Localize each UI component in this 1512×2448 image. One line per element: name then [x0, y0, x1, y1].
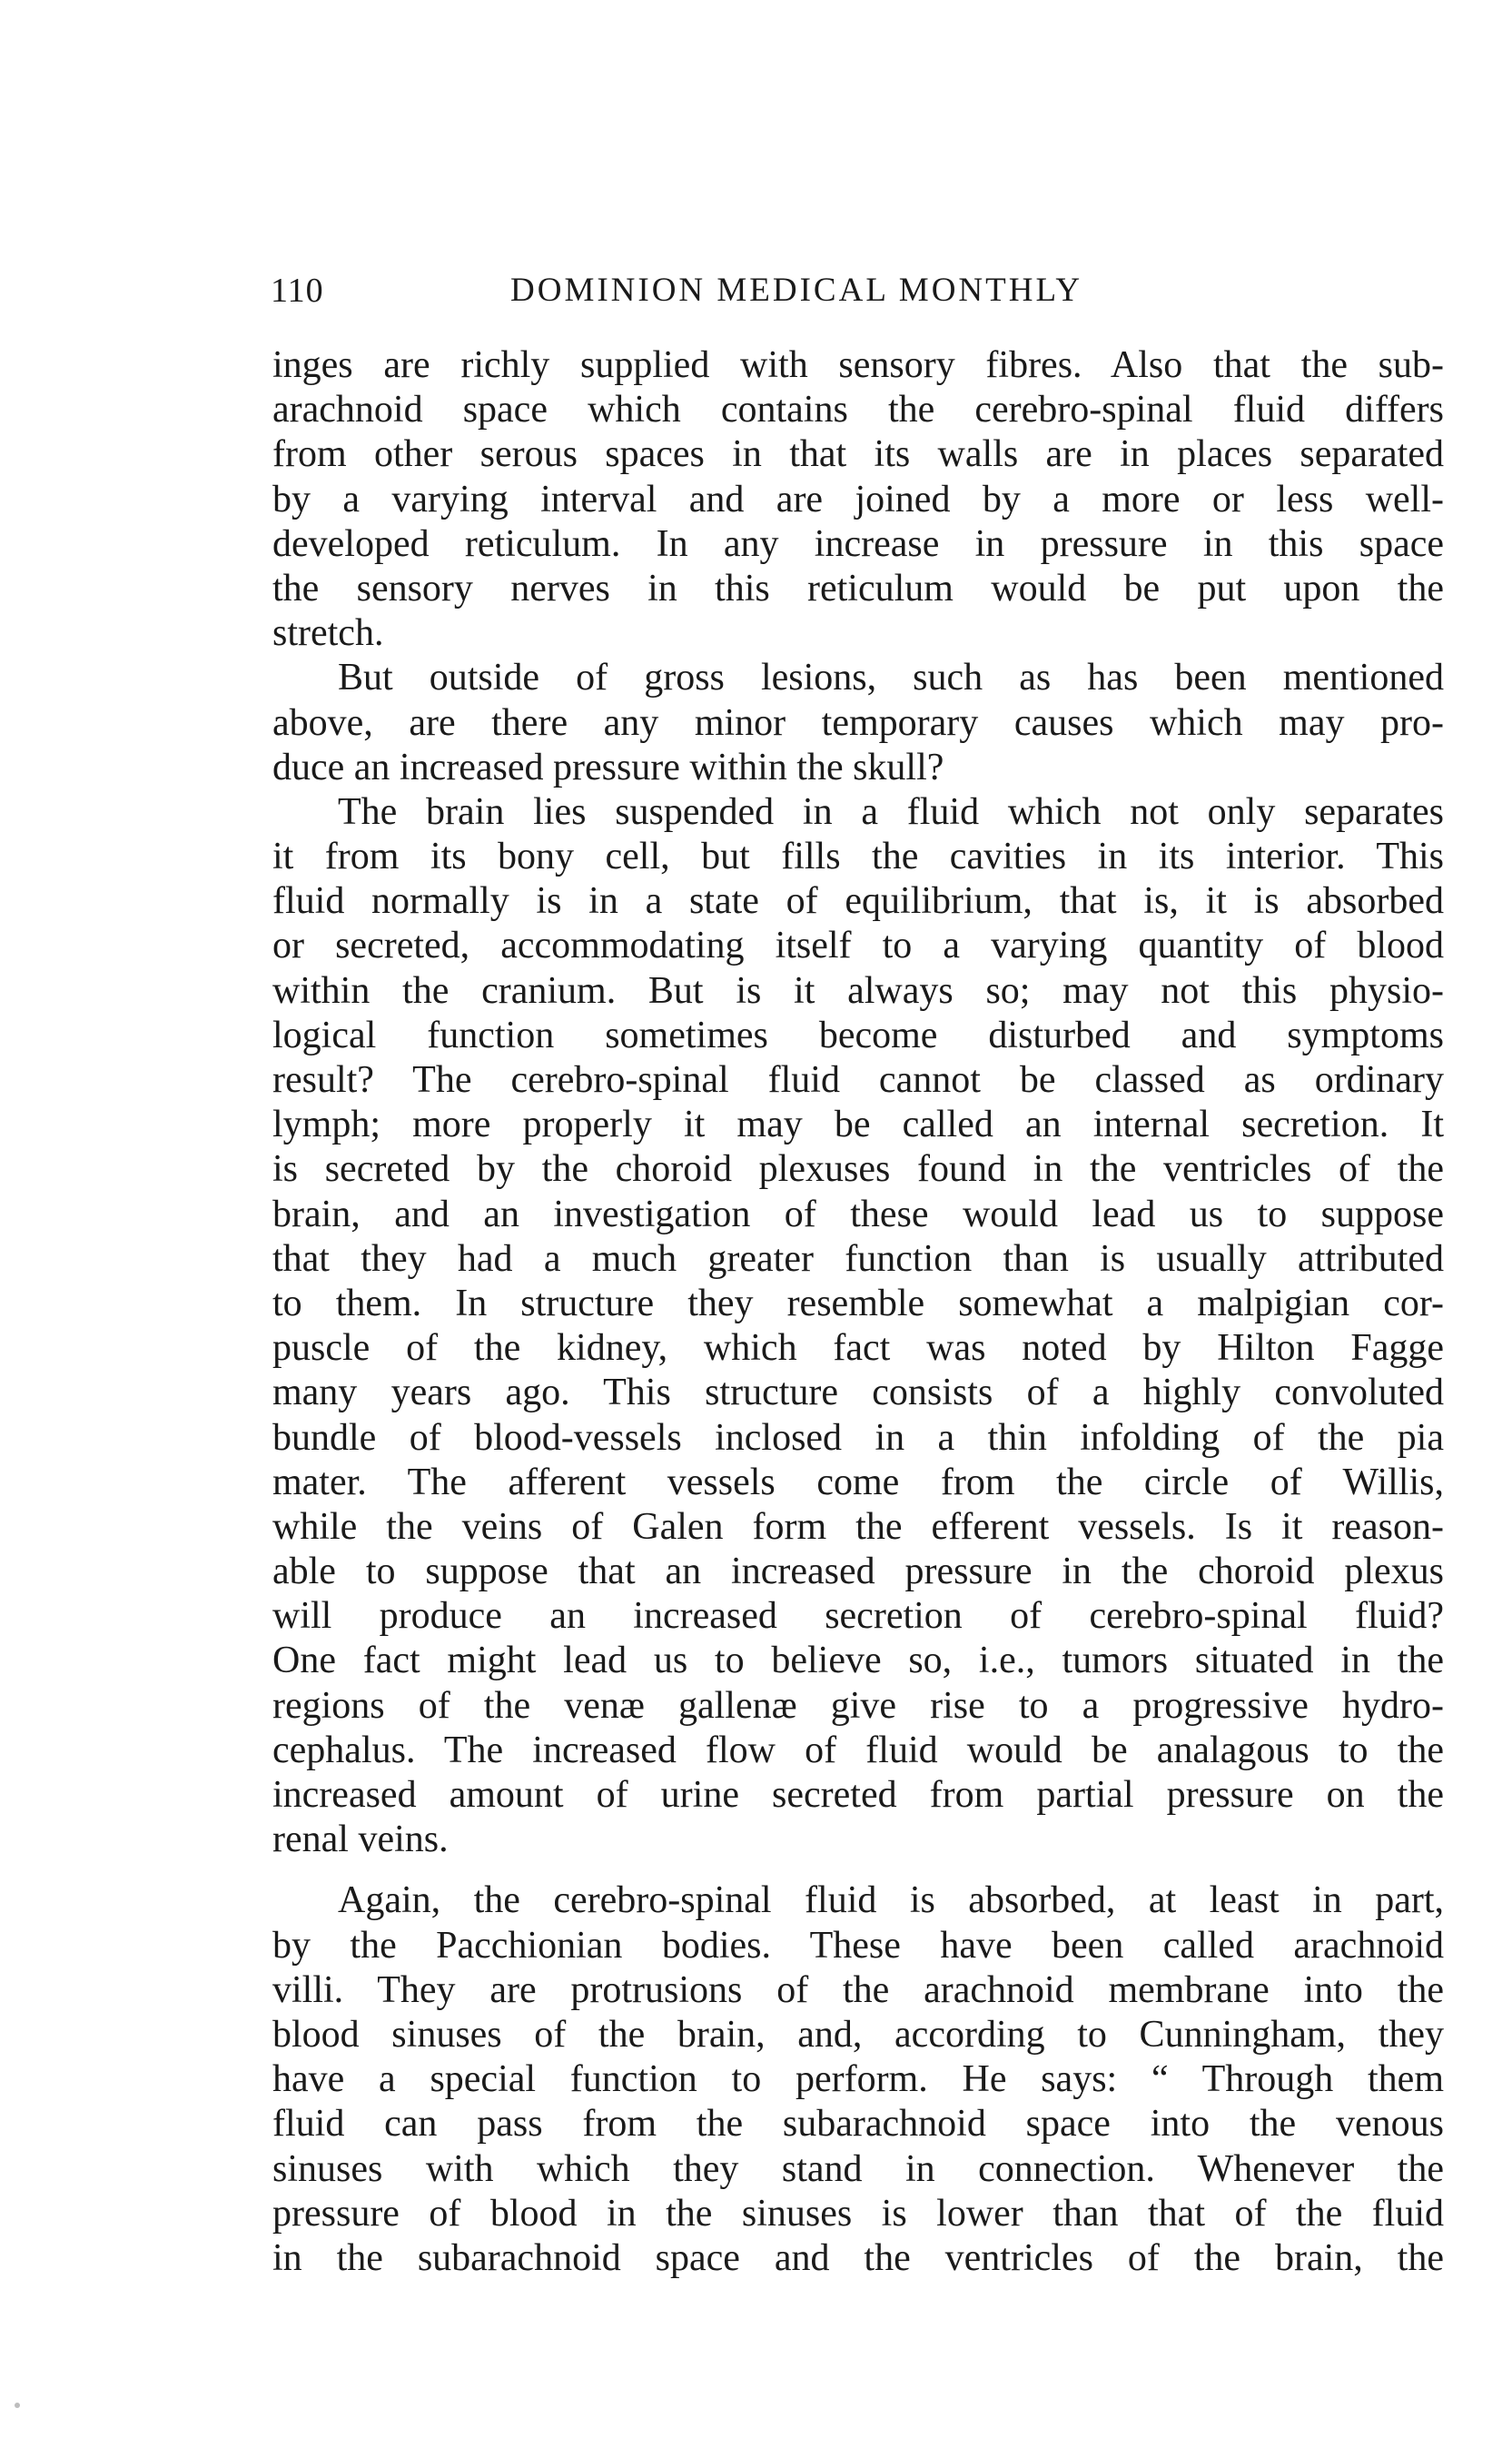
text-line: developed reticulum. In any increase in pressure in this space [272, 522, 1444, 565]
text-line: bundle of blood-vessels inclosed in a thin infolding of the pia [272, 1416, 1444, 1459]
text-line: cephalus. The increased flow of fluid would be analagous to the [272, 1729, 1444, 1771]
text-line: One fact might lead us to believe so, i.e., tumors situated in the [272, 1640, 1444, 1682]
text-line: logical function sometimes become disturbed and symptoms [272, 1014, 1444, 1056]
text-line: within the cranium. But is it always so; may not this physio- [272, 969, 1444, 1012]
text-line: blood sinuses of the brain, and, according to Cunningham, they [272, 2013, 1444, 2056]
text-line: above, are there any minor temporary causes which may pro- [272, 701, 1444, 744]
text-line: by a varying interval and are joined by a more or less well- [272, 478, 1444, 520]
text-line: inges are richly supplied with sensory fibres. Also that the sub- [272, 344, 1444, 386]
text-line: The brain lies suspended in a fluid which not only separates [338, 790, 1444, 833]
text-line: to them. In structure they resemble somewhat a malpigian cor- [272, 1282, 1444, 1324]
text-line: in the subarachnoid space and the ventricles of the brain, the [272, 2236, 1444, 2279]
page-header [271, 271, 1179, 316]
margin-speck [15, 2403, 20, 2408]
text-line: brain, and an investigation of these would lead us to suppose [272, 1193, 1444, 1235]
text-line: increased amount of urine secreted from partial pressure on the [272, 1774, 1444, 1816]
text-line: duce an increased pressure within the skull? [272, 746, 944, 788]
body-text [272, 343, 1444, 2281]
text-line: lymph; more properly it may be called an internal secretion. It [272, 1104, 1444, 1146]
text-line: renal veins. [272, 1819, 449, 1861]
text-line: fluid normally is in a state of equilibrium, that is, it is absorbed [272, 880, 1444, 923]
text-line: mater. The afferent vessels come from the circle of Willis, [272, 1461, 1444, 1503]
text-line: while the veins of Galen form the efferent vessels. Is it reason- [272, 1505, 1444, 1548]
text-line: it from its bony cell, but fills the cavities in its interior. This [272, 836, 1444, 878]
text-line: But outside of gross lesions, such as has been mentioned [338, 657, 1444, 699]
text-line: or secreted, accommodating itself to a varying quantity of blood [272, 925, 1444, 967]
text-line: villi. They are protrusions of the arachnoid membrane into the [272, 1968, 1444, 2011]
text-line: sinuses with which they stand in connection. Whenever the [272, 2147, 1444, 2190]
text-line: from other serous spaces in that its walls are in places separated [272, 433, 1444, 476]
text-line: regions of the venæ gallenæ give rise to a progressive hydro- [272, 1684, 1444, 1727]
text-line: result? The cerebro-spinal fluid cannot be classed as ordinary [272, 1059, 1444, 1101]
text-line: stretch. [272, 612, 384, 655]
page-number: 110 [271, 272, 324, 310]
text-line: Again, the cerebro-spinal fluid is absorbed, at least in part, [338, 1879, 1444, 1922]
text-line: fluid can pass from the subarachnoid space into the venous [272, 2103, 1444, 2146]
text-line: the sensory nerves in this reticulum would be put upon the [272, 567, 1444, 610]
text-line: arachnoid space which contains the cerebro-spinal fluid differs [272, 389, 1444, 431]
running-title: DOMINION MEDICAL MONTHLY [510, 272, 1083, 309]
text-line: able to suppose that an increased pressure in the choroid plexus [272, 1551, 1444, 1593]
text-line: pressure of blood in the sinuses is lower than that of the fluid [272, 2192, 1444, 2235]
text-line: by the Pacchionian bodies. These have been called arachnoid [272, 1924, 1444, 1967]
text-line: have a special function to perform. He says: “ Through them [272, 2058, 1444, 2101]
text-line: is secreted by the choroid plexuses found in the ventricles of the [272, 1148, 1444, 1191]
text-line: many years ago. This structure consists of a highly convoluted [272, 1372, 1444, 1414]
text-line: puscle of the kidney, which fact was noted by Hilton Fagge [272, 1327, 1444, 1370]
text-line: will produce an increased secretion of cerebro-spinal fluid? [272, 1595, 1444, 1638]
text-line: that they had a much greater function than is usually attributed [272, 1237, 1444, 1280]
